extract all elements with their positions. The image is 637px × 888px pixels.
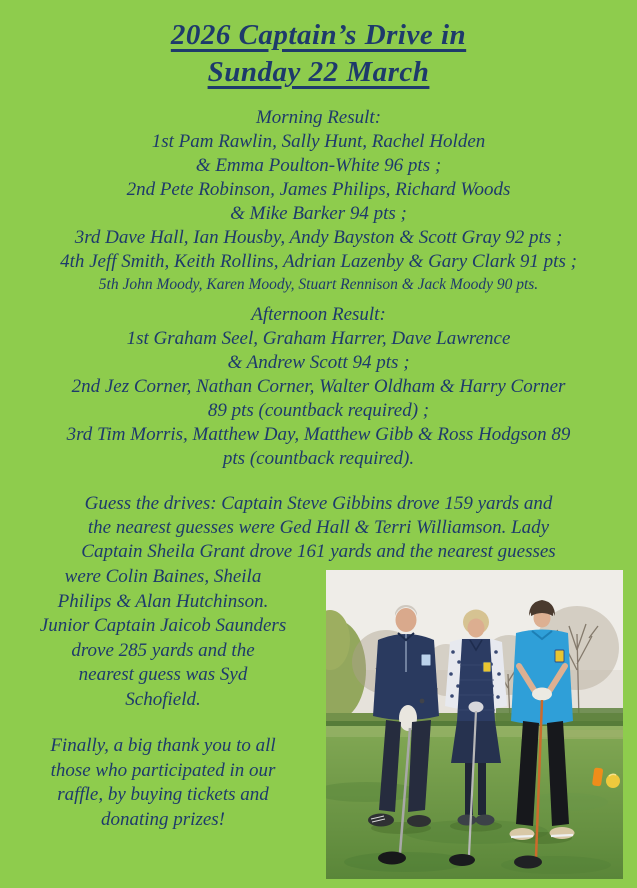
result-line: 3rd Dave Hall, Ian Housby, Andy Bayston & Scott Gray 92 pts ; (74, 227, 563, 248)
morning-heading: Morning Result: (255, 107, 382, 128)
result-line: 89 pts (countback required) ; (207, 400, 430, 421)
driver-head (449, 854, 475, 866)
morning-results-section (0, 106, 637, 296)
bottom-columns (0, 565, 637, 879)
guess-line: Guess the drives: Captain Steve Gibbins drove 159 yards and (84, 493, 553, 514)
golfers-photo-svg (326, 570, 623, 879)
guess-line: nearest guess was Syd (78, 664, 248, 685)
thanks-line: raffle, by buying tickets and (57, 784, 269, 805)
result-line: 2nd Jez Corner, Nathan Corner, Walter Oldham & Harry Corner (71, 376, 566, 397)
guess-line: drove 285 yards and the (71, 639, 255, 661)
thanks-line: Finally, a big thank you to all (50, 735, 276, 756)
result-line: 5th John Moody, Karen Moody, Stuart Rennison & Jack Moody 90 pts. (98, 276, 539, 293)
afternoon-results-section (0, 303, 637, 471)
driver-head (378, 852, 406, 865)
guess-line: Junior Captain Jaicob Saunders (39, 615, 287, 636)
guess-line: Captain Sheila Grant drove 161 yards and the nearest guesses (81, 541, 556, 562)
guess-the-drives-section (0, 492, 637, 564)
result-line: pts (countback required). (222, 448, 415, 469)
result-line: & Andrew Scott 94 pts ; (227, 352, 410, 373)
result-line: 3rd Tim Morris, Matthew Day, Matthew Gibb & Ross Hodgson 89 (66, 424, 571, 445)
thank-you-paragraph (0, 734, 326, 832)
result-line: 1st Graham Seel, Graham Harrer, Dave Lawrence (126, 328, 511, 349)
title-line-2: Sunday 22 March (207, 56, 430, 88)
afternoon-heading: Afternoon Result: (251, 304, 386, 325)
driver-head (514, 856, 542, 869)
title-line-1: 2026 Captain’s Drive in (170, 19, 467, 51)
page-title (0, 0, 637, 91)
golfers-photo (326, 570, 623, 879)
guess-line: Schofield. (125, 688, 201, 710)
thanks-line: donating prizes! (100, 808, 226, 830)
yellow-ball (606, 774, 620, 788)
result-line: 4th Jeff Smith, Keith Rollins, Adrian Lazenby & Gary Clark 91 pts ; (60, 251, 577, 272)
thanks-line: those who participated in our (50, 759, 276, 781)
result-line: & Mike Barker 94 pts ; (230, 203, 407, 224)
guess-line: the nearest guesses were Ged Hall & Terri Williamson. Lady (87, 517, 550, 538)
guess-line: were Colin Baines, Sheila (64, 566, 262, 587)
result-line: 1st Pam Rawlin, Sally Hunt, Rachel Holden (151, 131, 486, 152)
result-line: & Emma Poulton-White 96 pts ; (195, 155, 442, 176)
guess-line: Philips & Alan Hutchinson. (57, 590, 269, 612)
left-text-column (0, 565, 326, 832)
result-line: 2nd Pete Robinson, James Philips, Richard Woods (126, 179, 511, 200)
